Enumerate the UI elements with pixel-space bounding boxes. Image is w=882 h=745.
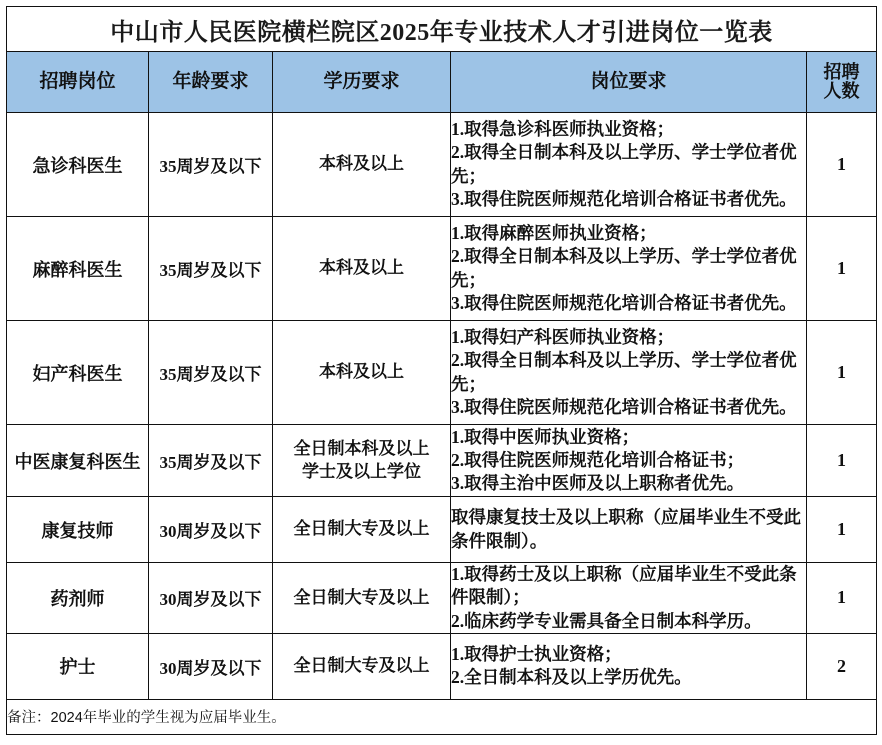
column-header-headcount <box>807 52 877 113</box>
cell-headcount: 1 <box>807 217 877 321</box>
column-header-age: 年龄要求 <box>149 52 273 113</box>
cell-headcount: 1 <box>807 321 877 425</box>
cell-education: 全日制大专及以上 <box>273 633 451 699</box>
cell-headcount: 1 <box>807 497 877 563</box>
table-row <box>7 321 877 425</box>
cell-headcount: 1 <box>807 425 877 497</box>
table-header-row <box>7 52 877 113</box>
recruitment-table <box>6 6 877 735</box>
cell-requirements: 1.取得急诊科医师执业资格； 2.取得全日制本科及以上学历、学士学位者优先； 3.取得住院医师规范化培训合格证书者优先。 <box>451 113 807 217</box>
cell-education: 全日制大专及以上 <box>273 563 451 634</box>
cell-post: 药剂师 <box>7 563 149 634</box>
table-row <box>7 633 877 699</box>
cell-age: 30周岁及以下 <box>149 633 273 699</box>
table-row <box>7 425 877 497</box>
cell-requirements: 取得康复技士及以上职称（应届毕业生不受此条件限制）。 <box>451 497 807 563</box>
footer-note: 备注：2024年毕业的学生视为应届毕业生。 <box>7 699 877 734</box>
cell-headcount: 1 <box>807 563 877 634</box>
cell-education: 本科及以上 <box>273 321 451 425</box>
title-row <box>7 7 877 52</box>
cell-requirements: 1.取得中医师执业资格； 2.取得住院医师规范化培训合格证书； 3.取得主治中医师及以上职称者优先。 <box>451 425 807 497</box>
cell-headcount: 2 <box>807 633 877 699</box>
cell-age: 35周岁及以下 <box>149 113 273 217</box>
cell-age: 30周岁及以下 <box>149 497 273 563</box>
cell-post: 康复技师 <box>7 497 149 563</box>
cell-age: 35周岁及以下 <box>149 217 273 321</box>
cell-requirements: 1.取得妇产科医师执业资格； 2.取得全日制本科及以上学历、学士学位者优先； 3.取得住院医师规范化培训合格证书者优先。 <box>451 321 807 425</box>
column-header-post: 招聘岗位 <box>7 52 149 113</box>
cell-age: 30周岁及以下 <box>149 563 273 634</box>
cell-requirements: 1.取得护士执业资格； 2.全日制本科及以上学历优先。 <box>451 633 807 699</box>
cell-education: 本科及以上 <box>273 113 451 217</box>
column-header-education: 学历要求 <box>273 52 451 113</box>
column-header-headcount-line2: 人数 <box>823 81 860 101</box>
cell-headcount: 1 <box>807 113 877 217</box>
cell-post: 妇产科医生 <box>7 321 149 425</box>
cell-age: 35周岁及以下 <box>149 425 273 497</box>
table-row <box>7 563 877 634</box>
cell-post: 麻醉科医生 <box>7 217 149 321</box>
cell-education: 本科及以上 <box>273 217 451 321</box>
cell-requirements: 1.取得麻醉医师执业资格； 2.取得全日制本科及以上学历、学士学位者优先； 3.取得住院医师规范化培训合格证书者优先。 <box>451 217 807 321</box>
column-header-headcount-line1: 招聘 <box>823 62 860 83</box>
cell-post: 中医康复科医生 <box>7 425 149 497</box>
cell-age: 35周岁及以下 <box>149 321 273 425</box>
page-title: 中山市人民医院横栏院区2025年专业技术人才引进岗位一览表 <box>7 7 877 52</box>
table-row <box>7 497 877 563</box>
table-row <box>7 113 877 217</box>
cell-post: 急诊科医生 <box>7 113 149 217</box>
cell-education: 全日制本科及以上 学士及以上学位 <box>273 425 451 497</box>
footer-note-row <box>7 699 877 734</box>
column-header-requirements: 岗位要求 <box>451 52 807 113</box>
cell-post: 护士 <box>7 633 149 699</box>
cell-education: 全日制大专及以上 <box>273 497 451 563</box>
table-row <box>7 217 877 321</box>
cell-requirements: 1.取得药士及以上职称（应届毕业生不受此条件限制）； 2.临床药学专业需具备全日制本科学历。 <box>451 563 807 634</box>
